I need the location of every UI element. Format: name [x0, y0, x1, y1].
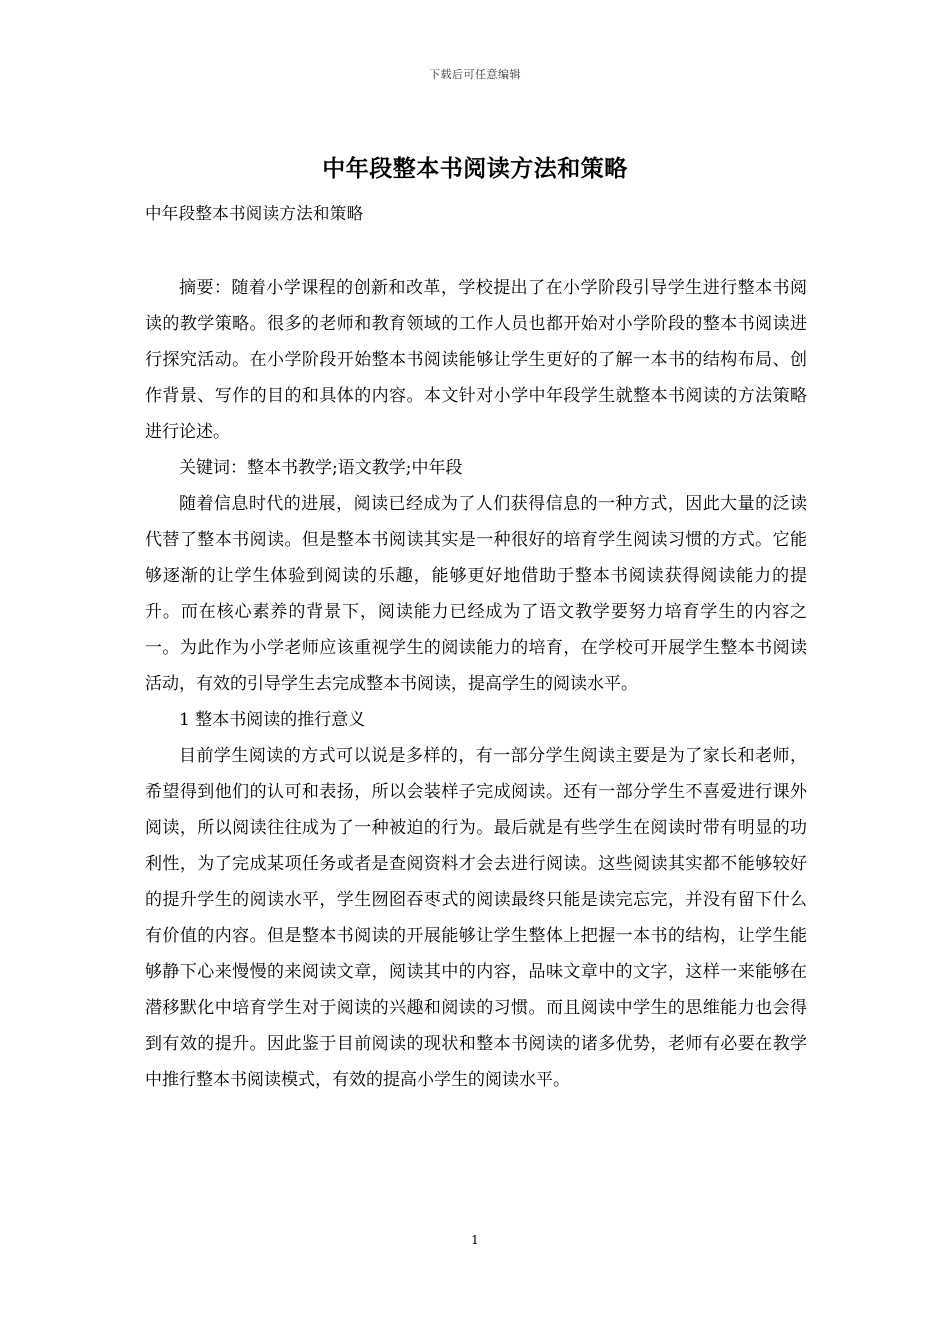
document-title: 中年段整本书阅读方法和策略 — [322, 155, 628, 182]
section-heading: 1 整本书阅读的推行意义 — [179, 710, 366, 730]
section-paragraph: 目前学生阅读的方式可以说是多样的，有一部分学生阅读主要是为了家长和老师，希望得到他们的认可和表扬，所以会装样子完成阅读。还有一部分学生不喜爱进行课外阅读，所以阅读往往成为了一种被迫的行为。最后就是有些学生在阅读时带有明显的功利性，为了完成某项任务或者是查阅资料才会去进行阅读。这些阅读其实都不能够较好的提升学生的阅读水平，学生囫囵吞枣式的阅读最终只能是读完忘完，并没有留下什么有价值的内容。但是整本书阅读的开展能够让学生整体上把握一本书的结构，让学生能够静下心来慢慢的来阅读文章，阅读其中的内容，品味文章中的文字，这样一来能够在潜移默化中培育学生对于阅读的兴趣和阅读的习惯。而且阅读中学生的思维能力也会得到有效的提升。因此鉴于目前阅读的现状和整本书阅读的诸多优势，老师有必要在教学中推行整本书阅读模式，有效的提高小学生的阅读水平。 — [145, 746, 807, 1090]
keywords-paragraph: 关键词：整本书教学;语文教学;中年段 — [179, 458, 463, 478]
document-body — [145, 270, 807, 1098]
intro-paragraph: 随着信息时代的进展，阅读已经成为了人们获得信息的一种方式，因此大量的泛读代替了整本书阅读。但是整本书阅读其实是一种很好的培育学生阅读习惯的方式。它能够逐渐的让学生体验到阅读的乐趣，能够更好地借助于整本书阅读获得阅读能力的提升。而在核心素养的背景下，阅读能力已经成为了语文教学要努力培育学生的内容之一。为此作为小学老师应该重视学生的阅读能力的培育，在学校可开展学生整本书阅读活动，有效的引导学生去完成整本书阅读，提高学生的阅读水平。 — [145, 494, 807, 694]
header-note: 下载后可任意编辑 — [429, 68, 521, 81]
page-number: 1 — [471, 1233, 479, 1247]
abstract-paragraph: 摘要：随着小学课程的创新和改革，学校提出了在小学阶段引导学生进行整本书阅读的教学策略。很多的老师和教育领域的工作人员也都开始对小学阶段的整本书阅读进行探究活动。在小学阶段开始整本书阅读能够让学生更好的了解一本书的结构布局、创作背景、写作的目的和具体的内容。本文针对小学中年段学生就整本书阅读的方法策略进行论述。 — [145, 278, 807, 442]
document-subtitle: 中年段整本书阅读方法和策略 — [145, 204, 364, 223]
